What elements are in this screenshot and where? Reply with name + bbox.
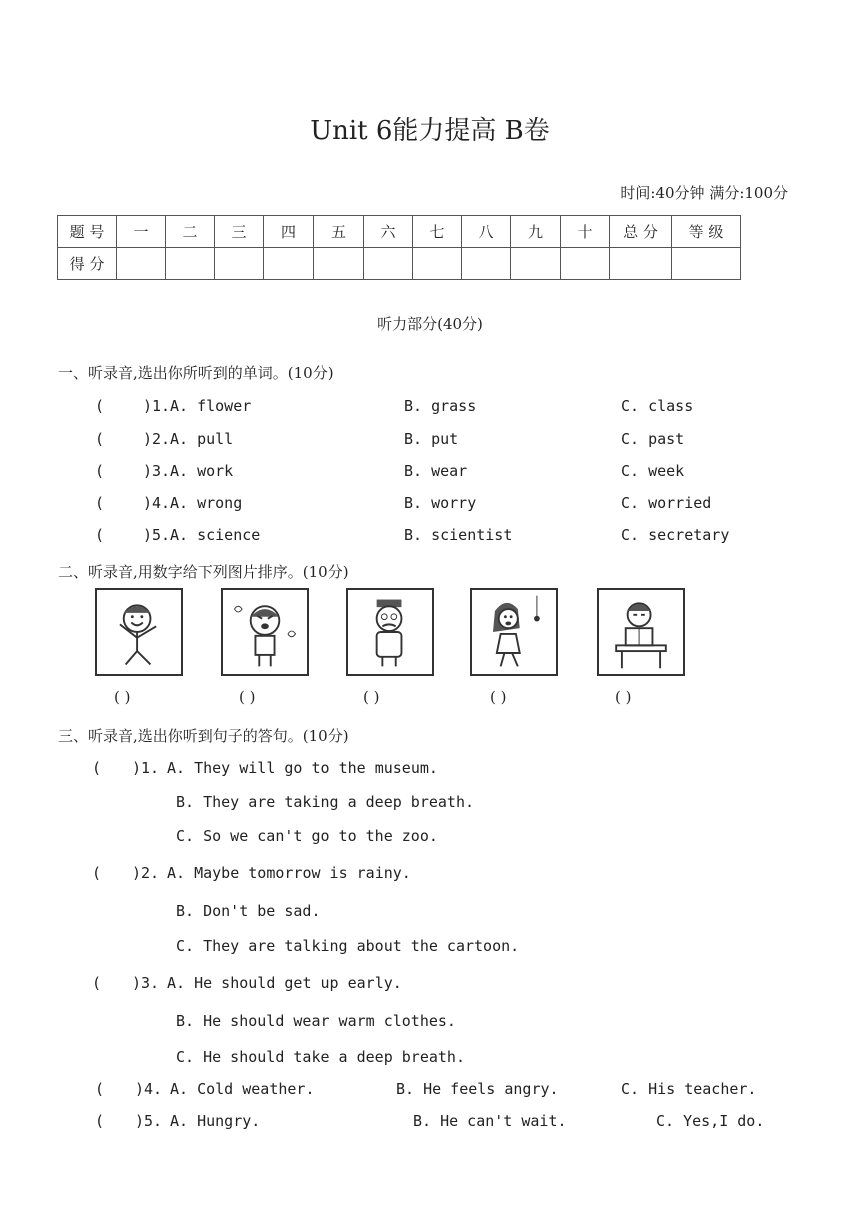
option-b: B. He can't wait. — [413, 1112, 567, 1130]
table-cell: 五 — [314, 216, 364, 248]
score-table — [57, 215, 741, 280]
score-table-header-row — [58, 216, 741, 248]
list-item — [95, 494, 170, 512]
question-number: )3. — [143, 462, 171, 480]
worried-man-icon — [346, 588, 434, 676]
option-a: A. pull — [170, 430, 234, 448]
option-c: C. His teacher. — [621, 1080, 757, 1098]
option-b: B. grass — [404, 397, 477, 415]
score-input-cell[interactable] — [413, 248, 462, 280]
answer-bracket[interactable]: ( — [95, 462, 105, 480]
answer-bracket[interactable]: ( ) — [490, 688, 507, 706]
scared-girl-icon — [470, 588, 558, 676]
table-cell: 得 分 — [58, 248, 117, 280]
option-b: B. scientist — [404, 526, 513, 544]
option-b: B. He feels angry. — [396, 1080, 559, 1098]
table-cell: 六 — [364, 216, 413, 248]
section1-title: 一、听录音,选出你所听到的单词。(10分) — [58, 364, 334, 382]
option-a: A. Cold weather. — [170, 1080, 315, 1098]
angry-girl-icon — [221, 588, 309, 676]
score-input-cell[interactable] — [364, 248, 413, 280]
answer-bracket[interactable]: ( — [95, 1112, 105, 1130]
table-cell: 九 — [511, 216, 561, 248]
section3-title: 三、听录音,选出你听到句子的答句。(10分) — [58, 727, 349, 745]
answer-bracket[interactable]: ( ) — [239, 688, 256, 706]
question-number: )5. — [143, 526, 171, 544]
time-info: 时间:40分钟 满分:100分 — [620, 184, 788, 202]
tired-student-icon — [597, 588, 685, 676]
table-cell: 三 — [215, 216, 264, 248]
option-c: C. past — [621, 430, 685, 448]
table-cell: 四 — [264, 216, 314, 248]
answer-bracket[interactable]: ( — [92, 759, 102, 777]
option-a: A. Maybe tomorrow is rainy. — [167, 864, 411, 882]
score-input-cell[interactable] — [610, 248, 672, 280]
score-input-cell[interactable] — [462, 248, 511, 280]
score-input-cell[interactable] — [511, 248, 561, 280]
option-b: B. put — [404, 430, 459, 448]
score-input-cell[interactable] — [166, 248, 215, 280]
answer-bracket[interactable]: ( — [95, 526, 105, 544]
question-number: )2. — [132, 864, 160, 882]
table-cell: 等 级 — [672, 216, 741, 248]
list-item — [95, 462, 170, 480]
option-a: A. work — [170, 462, 234, 480]
answer-bracket[interactable]: ( — [95, 430, 105, 448]
list-item — [95, 1080, 162, 1098]
table-cell: 题 号 — [58, 216, 117, 248]
option-c: C. They are talking about the cartoon. — [176, 937, 520, 955]
answer-bracket[interactable]: ( — [92, 974, 102, 992]
question-number: )2. — [143, 430, 171, 448]
option-a: A. wrong — [170, 494, 243, 512]
option-c: C. secretary — [621, 526, 730, 544]
question-number: )4. — [135, 1080, 163, 1098]
list-item — [95, 1112, 162, 1130]
list-item — [95, 397, 170, 415]
option-c: C. worried — [621, 494, 712, 512]
question-number: )1. — [132, 759, 160, 777]
option-b: B. He should wear warm clothes. — [176, 1012, 456, 1030]
option-b: B. wear — [404, 462, 468, 480]
score-input-cell[interactable] — [117, 248, 166, 280]
table-cell: 七 — [413, 216, 462, 248]
list-item — [95, 526, 170, 544]
question-number: )3. — [132, 974, 160, 992]
score-input-cell[interactable] — [264, 248, 314, 280]
table-cell: 二 — [166, 216, 215, 248]
table-cell: 一 — [117, 216, 166, 248]
page-title: Unit 6能力提高 B卷 — [310, 116, 550, 146]
score-input-cell[interactable] — [314, 248, 364, 280]
answer-bracket[interactable]: ( ) — [114, 688, 131, 706]
happy-boy-icon — [95, 588, 183, 676]
option-c: C. week — [621, 462, 685, 480]
answer-bracket[interactable]: ( ) — [363, 688, 380, 706]
option-b: B. Don't be sad. — [176, 902, 321, 920]
score-input-cell[interactable] — [561, 248, 610, 280]
option-c: C. Yes,I do. — [656, 1112, 765, 1130]
list-item — [92, 974, 159, 992]
option-c: C. He should take a deep breath. — [176, 1048, 465, 1066]
table-cell: 总 分 — [610, 216, 672, 248]
list-item — [92, 864, 159, 882]
answer-bracket[interactable]: ( — [92, 864, 102, 882]
option-a: A. They will go to the museum. — [167, 759, 438, 777]
listening-heading: 听力部分(40分) — [377, 315, 483, 333]
score-input-cell[interactable] — [215, 248, 264, 280]
score-input-cell[interactable] — [672, 248, 741, 280]
answer-bracket[interactable]: ( — [95, 1080, 105, 1098]
list-item — [95, 430, 170, 448]
option-a: A. science — [170, 526, 261, 544]
option-b: B. They are taking a deep breath. — [176, 793, 475, 811]
question-number: )5. — [135, 1112, 163, 1130]
option-b: B. worry — [404, 494, 477, 512]
question-number: )1. — [143, 397, 171, 415]
table-cell: 八 — [462, 216, 511, 248]
score-table-score-row — [58, 248, 741, 280]
answer-bracket[interactable]: ( — [95, 494, 105, 512]
section2-title: 二、听录音,用数字给下列图片排序。(10分) — [58, 563, 349, 581]
list-item — [92, 759, 159, 777]
option-a: A. flower — [170, 397, 252, 415]
option-c: C. So we can't go to the zoo. — [176, 827, 438, 845]
question-number: )4. — [143, 494, 171, 512]
option-c: C. class — [621, 397, 694, 415]
table-cell: 十 — [561, 216, 610, 248]
option-a: A. Hungry. — [170, 1112, 261, 1130]
option-a: A. He should get up early. — [167, 974, 402, 992]
answer-bracket[interactable]: ( ) — [615, 688, 632, 706]
answer-bracket[interactable]: ( — [95, 397, 105, 415]
